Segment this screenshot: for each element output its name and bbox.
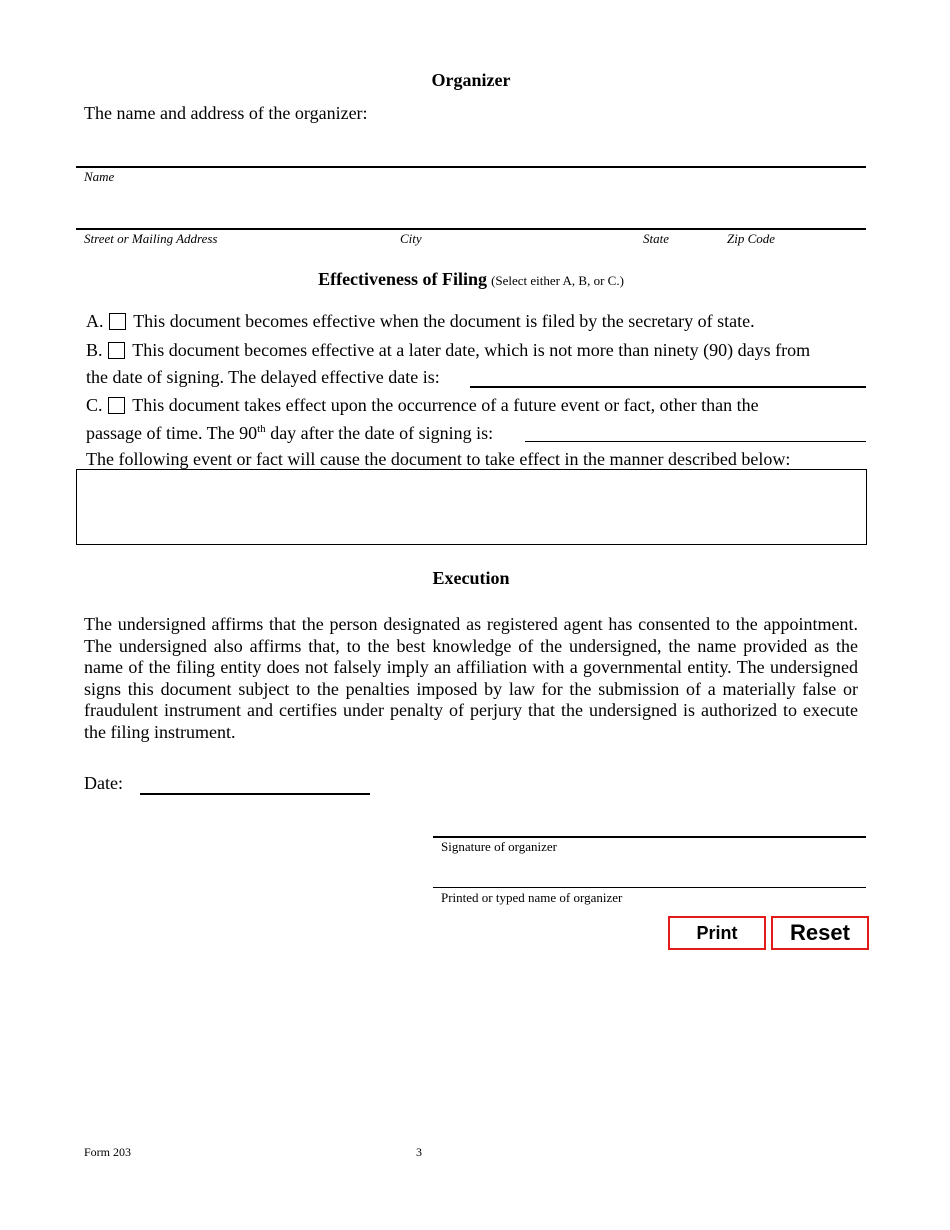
address-field[interactable] <box>86 212 856 228</box>
effectiveness-heading-row <box>0 269 942 290</box>
option-b-checkbox[interactable] <box>108 342 125 359</box>
name-field[interactable] <box>86 150 856 166</box>
option-c-text-line1: This document takes effect upon the occurrence of a future event or fact, other than the <box>132 395 759 415</box>
event-prompt: The following event or fact will cause the document to take effect in the manner described below: <box>86 449 791 469</box>
zip-label: Zip Code <box>727 231 776 246</box>
delayed-date-line <box>470 386 866 388</box>
date-line <box>140 793 370 795</box>
option-c-text-pre: passage of time. The 90 <box>86 423 258 443</box>
printed-name-field[interactable] <box>433 866 866 887</box>
execution-paragraph: The undersigned affirms that the person designated as registered agent has consented to the appointment. The undersigned also affirms that, to the best knowledge of the undersigned, the name provided as the name of the filing entity does not falsely imply an affiliation with a governmental entity. The undersigned signs this document subject to the penalties imposed by law for the submission of a materially false or fraudulent instrument and certifies under penalty of perjury that the undersigned is authorized to execute the filing instrument. <box>84 614 858 742</box>
state-label: State <box>643 231 669 246</box>
option-b-letter: B. <box>86 340 103 360</box>
option-c-letter: C. <box>86 395 103 415</box>
option-b-text-line1: This document becomes effective at a later date, which is not more than ninety (90) days from <box>132 340 811 360</box>
printed-name-line <box>433 887 866 888</box>
option-c-checkbox[interactable] <box>108 397 125 414</box>
street-label: Street or Mailing Address <box>84 231 218 246</box>
organizer-heading: Organizer <box>431 70 511 90</box>
form-number: Form 203 <box>84 1145 132 1159</box>
reset-button[interactable]: Reset <box>771 916 869 950</box>
option-a-row <box>86 311 755 332</box>
organizer-intro: The name and address of the organizer: <box>84 103 368 123</box>
printed-name-label: Printed or typed name of organizer <box>441 890 623 905</box>
city-label: City <box>400 231 422 246</box>
event-description-box[interactable] <box>76 469 867 545</box>
option-c-text-post: day after the date of signing is: <box>265 423 494 443</box>
page-number: 3 <box>416 1145 422 1159</box>
option-a-letter: A. <box>86 311 104 331</box>
delayed-date-field[interactable] <box>470 368 866 386</box>
effectiveness-heading: Effectiveness of Filing <box>318 269 488 289</box>
option-b-row <box>86 340 810 361</box>
ninetieth-day-field[interactable] <box>525 424 866 441</box>
execution-heading: Execution <box>432 568 510 588</box>
ninetieth-day-line <box>525 441 866 442</box>
signature-line <box>433 836 866 838</box>
print-button[interactable]: Print <box>668 916 766 950</box>
effectiveness-note: (Select either A, B, or C.) <box>491 273 624 288</box>
name-label: Name <box>84 169 115 184</box>
option-c-superscript: th <box>257 423 266 435</box>
option-c-row <box>86 395 759 416</box>
signature-field[interactable] <box>433 815 866 836</box>
address-line <box>76 228 866 230</box>
option-c-text-line2 <box>86 423 493 444</box>
date-field[interactable] <box>140 775 370 793</box>
option-b-text-line2: the date of signing. The delayed effective date is: <box>86 367 440 387</box>
name-line <box>76 166 866 168</box>
option-a-text: This document becomes effective when the document is filed by the secretary of state. <box>133 311 755 331</box>
signature-label: Signature of organizer <box>441 839 557 854</box>
date-label: Date: <box>84 773 123 793</box>
option-a-checkbox[interactable] <box>109 313 126 330</box>
